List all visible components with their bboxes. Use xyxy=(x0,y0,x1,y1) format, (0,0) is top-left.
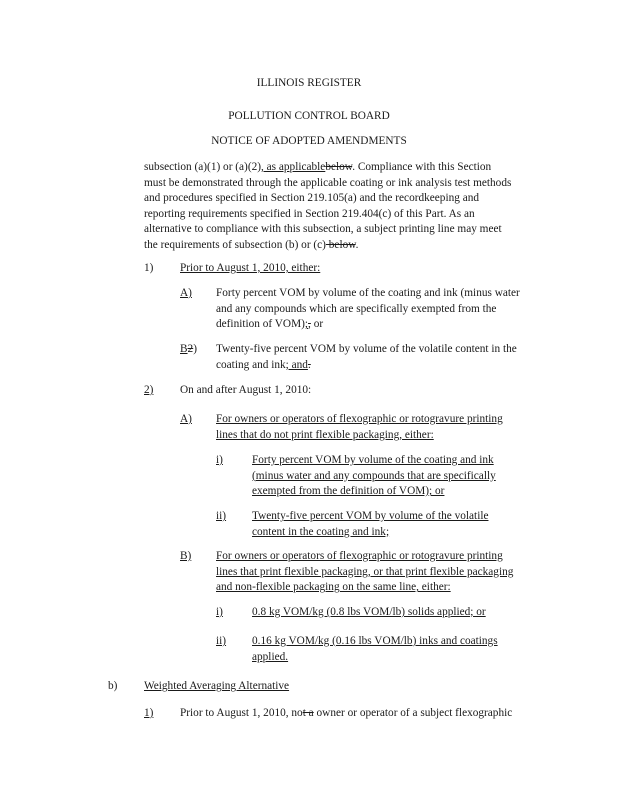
item-2A-text: For owners or operators of flexographic or rotogravure printing lines that do not print flexible packaging, either: xyxy=(216,413,503,441)
item-2Ai-text: Forty percent VOM by volume of the coating and ink (minus water and any compounds that are specifically exempted from the definition of VOM); or xyxy=(252,454,496,498)
item-1B-text: Twenty-five percent VOM by volume of the volatile content in the coating and ink; and. xyxy=(216,343,517,371)
item-1-text: Prior to August 1, 2010, either: xyxy=(180,262,321,274)
section-b-label: b) xyxy=(108,680,118,692)
item-2Ai-label: i) xyxy=(216,454,223,466)
item-2B-label: B) xyxy=(180,550,192,562)
item-2Bii-text: 0.16 kg VOM/kg (0.16 lbs VOM/lb) inks and coatings applied. xyxy=(252,635,498,663)
item-2Aii-text: Twenty-five percent VOM by volume of the volatile content in the coating and ink; xyxy=(252,510,489,538)
item-2-label: 2) xyxy=(144,384,154,396)
item-1-label: 1) xyxy=(144,262,154,274)
item-1A-text: Forty percent VOM by volume of the coating and ink (minus water and any compounds which are specifically exempted from the definition of VOM);, or xyxy=(216,287,520,331)
section-b-title: Weighted Averaging Alternative xyxy=(144,680,290,692)
section-b1-label: 1) xyxy=(144,707,154,719)
item-2Bii-label: ii) xyxy=(216,635,227,647)
item-2Bi-text: 0.8 kg VOM/kg (0.8 lbs VOM/lb) solids applied; or xyxy=(252,606,486,618)
item-2Bi-label: i) xyxy=(216,606,223,618)
section-b1-text: Prior to August 1, 2010, not a owner or operator of a subject flexographic xyxy=(180,707,513,719)
item-1A-label: A) xyxy=(180,287,192,299)
notice-title: NOTICE OF ADOPTED AMENDMENTS xyxy=(211,135,407,147)
item-2-text: On and after August 1, 2010: xyxy=(180,384,312,396)
intro-paragraph: subsection (a)(1) or (a)(2), as applicablebelow. Compliance with this Section must be demonstrated through the applicable coating or ink analysis test methods and procedures specified in Section 219.105(a) and the recordkeeping and reporting requirements specified in Section 219.404(c) of this Part. As an alternative to compliance with this subsection, a subject printing line may meet the requirements of subsection (b) or (c) below. xyxy=(144,161,512,251)
board-title: POLLUTION CONTROL BOARD xyxy=(228,110,390,122)
item-2B-text: For owners or operators of flexographic or rotogravure printing lines that print flexible packaging, or that print flexible packaging and non-flexible packaging on the same line, either: xyxy=(216,550,514,594)
register-title: ILLINOIS REGISTER xyxy=(0,76,618,92)
item-1B-label: B2) xyxy=(180,343,197,355)
item-2Aii-label: ii) xyxy=(216,510,227,522)
item-2A-label: A) xyxy=(180,413,192,425)
